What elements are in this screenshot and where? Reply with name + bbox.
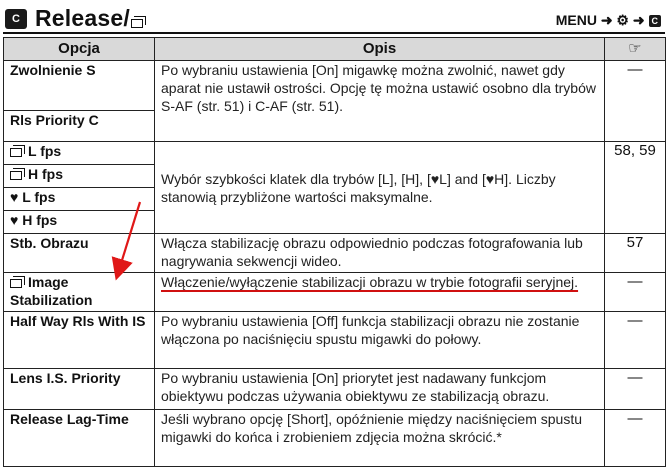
options-table (3, 37, 666, 467)
option-name: Rls Priority C (4, 111, 155, 142)
column-header-reference: ☞ (605, 38, 666, 61)
menu-path: MENU ➜ ⚙ ➜ C (556, 12, 661, 29)
page-reference: — (605, 410, 666, 467)
option-description: Po wybraniu ustawienia [On] priorytet jest nadawany funkcjom obiektywu podczas używania obiektywu ze stabilizacją obrazu. (155, 369, 605, 410)
option-name: ♥ L fps (4, 188, 155, 211)
sequential-shooting-icon (131, 16, 146, 28)
option-description (155, 273, 605, 312)
highlighted-description: Włączenie/wyłączenie stabilizacji obrazu w trybie fotografii seryjnej. (161, 274, 579, 290)
option-description: Jeśli wybrano opcję [Short], opóźnienie między naciśnięciem spustu migawki do końca i zrobieniem zdjęcia można skrócić.* (155, 410, 605, 467)
page-reference: 58, 59 (605, 142, 666, 234)
table-row (4, 410, 666, 467)
option-name: L fps (4, 142, 155, 165)
section-header (3, 4, 665, 34)
page-title: Release/ (35, 5, 149, 32)
option-description: Włącza stabilizację obrazu odpowiednio podczas fotografowania lub nagrywania sekwencji wideo. (155, 234, 605, 273)
option-description: Po wybraniu ustawienia [On] migawkę można zwolnić, nawet gdy aparat nie ustawił ostrości. Opcję tę można ustawić osobno dla trybów S-AF (str. 51) i C-AF (str. 51). (155, 61, 605, 142)
sequential-shooting-icon (10, 145, 25, 157)
page-reference: — (605, 312, 666, 369)
table-header-row (4, 38, 666, 61)
table-row (4, 312, 666, 369)
option-name: Image Stabilization (4, 273, 155, 312)
sequential-shooting-icon (10, 276, 25, 288)
option-name: Zwolnienie S (4, 61, 155, 111)
option-description: Wybór szybkości klatek dla trybów [L], [H], [♥L] and [♥H]. Liczby stanowią przybliżone wartości maksymalne. (155, 142, 605, 234)
option-name: ♥ H fps (4, 211, 155, 234)
title-divider (3, 32, 665, 34)
option-name: H fps (4, 165, 155, 188)
custom-menu-icon: C (649, 15, 662, 27)
table-row (4, 61, 666, 111)
page-reference: — (605, 273, 666, 312)
table-row (4, 142, 666, 165)
page-reference: — (605, 61, 666, 142)
column-header-option: Opcja (4, 38, 155, 61)
column-header-description: Opis (155, 38, 605, 61)
option-name: Half Way Rls With IS (4, 312, 155, 369)
option-name: Stb. Obrazu (4, 234, 155, 273)
option-name: Lens I.S. Priority (4, 369, 155, 410)
table-row (4, 369, 666, 410)
camera-custom-menu-icon: C (5, 9, 27, 29)
table-row (4, 273, 666, 312)
sequential-shooting-icon (10, 168, 25, 180)
page-reference: — (605, 369, 666, 410)
option-description: Po wybraniu ustawienia [Off] funkcja stabilizacji obrazu nie zostanie włączona po naciśnięciu spustu migawki do połowy. (155, 312, 605, 369)
option-name: Release Lag-Time (4, 410, 155, 467)
page-reference: 57 (605, 234, 666, 273)
table-row (4, 234, 666, 273)
